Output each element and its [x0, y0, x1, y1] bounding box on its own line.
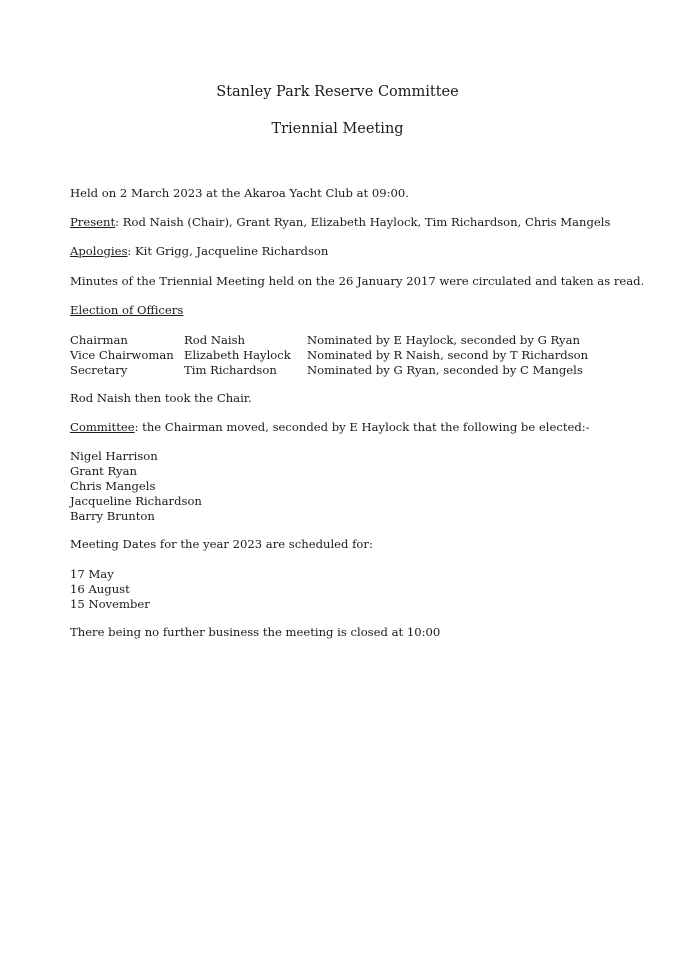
apologies-line [70, 244, 660, 259]
committee-motion: : the Chairman moved, seconded by E Haylock that the following be elected:- [134, 420, 590, 434]
present-names: : Rod Naish (Chair), Grant Ryan, Elizabeth Haylock, Tim Richardson, Chris Mangels [115, 215, 611, 229]
present-label: Present [70, 215, 116, 229]
officer-role: Chairman [70, 333, 128, 347]
apologies-label: Apologies [70, 244, 128, 258]
officer-nomination: Nominated by E Haylock, seconded by G Ryan [307, 333, 580, 347]
apologies-names: : Kit Grigg, Jacqueline Richardson [127, 244, 329, 258]
list-item: Jacqueline Richardson [70, 494, 202, 508]
committee-line [70, 420, 660, 435]
meeting-dates-list [70, 567, 150, 612]
meeting-title: Triennial Meeting [271, 121, 404, 137]
officer-name: Elizabeth Haylock [184, 348, 291, 362]
officer-role: Vice Chairwoman [70, 348, 174, 362]
list-item: Nigel Harrison [70, 449, 158, 463]
held-statement: Held on 2 March 2023 at the Akaroa Yacht Club at 09:00. [70, 186, 409, 200]
list-item: 16 August [70, 582, 130, 596]
present-line [70, 215, 660, 230]
election-heading: Election of Officers [70, 303, 184, 317]
committee-title: Stanley Park Reserve Committee [216, 84, 459, 100]
officer-name: Rod Naish [184, 333, 245, 347]
officer-nomination: Nominated by R Naish, second by T Richardson [307, 348, 589, 362]
officer-name: Tim Richardson [184, 363, 277, 377]
list-item: Barry Brunton [70, 509, 155, 523]
officer-nomination: Nominated by G Ryan, seconded by C Mangels [307, 363, 583, 377]
committee-members-list [70, 449, 202, 524]
officer-role: Secretary [70, 363, 128, 377]
closing-statement: There being no further business the meeting is closed at 10:00 [70, 625, 441, 639]
minutes-statement: Minutes of the Triennial Meeting held on the 26 January 2017 were circulated and taken as read. [70, 274, 645, 288]
list-item: 15 November [70, 597, 150, 611]
list-item: Chris Mangels [70, 479, 156, 493]
meeting-dates-intro: Meeting Dates for the year 2023 are scheduled for: [70, 537, 373, 551]
chair-statement: Rod Naish then took the Chair. [70, 391, 252, 405]
committee-label: Committee [70, 420, 135, 434]
list-item: 17 May [70, 567, 114, 581]
list-item: Grant Ryan [70, 464, 137, 478]
